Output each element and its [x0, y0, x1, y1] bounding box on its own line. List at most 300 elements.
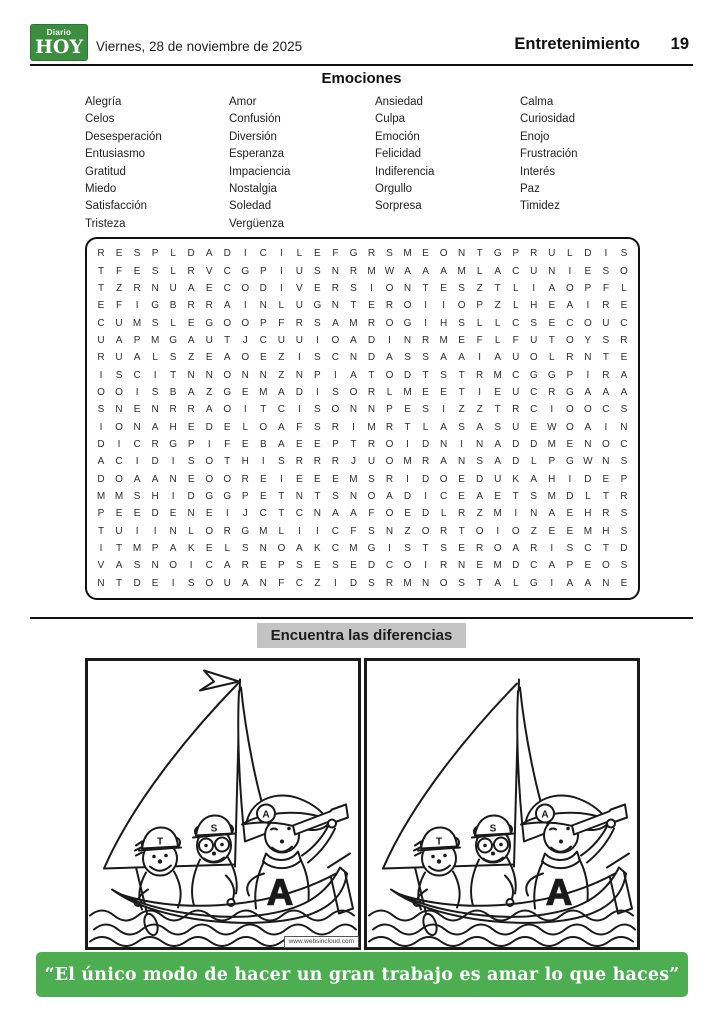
grid-letter: I — [135, 525, 139, 537]
grid-letter: T — [422, 369, 429, 381]
grid-letter: Y — [584, 334, 592, 346]
grid-letter: E — [548, 525, 556, 537]
grid-letter: R — [367, 438, 376, 450]
grid-row — [92, 401, 633, 418]
grid-letter: R — [97, 352, 105, 364]
grid-letter: Z — [206, 386, 213, 398]
grid-letter: I — [388, 543, 391, 555]
grid-letter: D — [205, 421, 213, 433]
grid-letter: S — [368, 525, 375, 537]
grid-letter: D — [367, 560, 376, 572]
grid-letter: A — [277, 438, 285, 450]
grid-letter: M — [132, 543, 142, 555]
grid-letter: G — [403, 317, 412, 329]
grid-letter: N — [349, 404, 358, 416]
grid-letter: D — [421, 473, 430, 485]
grid-letter: I — [550, 577, 554, 589]
grid-letter: E — [440, 386, 447, 398]
grid-letter: A — [494, 438, 502, 450]
grid-letter: I — [316, 334, 319, 346]
grid-letter: Z — [494, 300, 501, 312]
grid-letter: I — [406, 438, 409, 450]
grid-letter: S — [620, 508, 628, 520]
grid-letter: S — [620, 456, 628, 468]
grid-letter: I — [460, 438, 464, 450]
grid-letter: S — [151, 265, 159, 277]
grid-letter: D — [512, 438, 520, 450]
grid-letter: E — [368, 300, 375, 312]
grid-letter: O — [331, 334, 340, 346]
grid-letter: S — [314, 265, 321, 277]
grid-letter: I — [514, 508, 518, 520]
word-list-column-2 — [229, 94, 290, 233]
grid-letter: A — [350, 508, 357, 520]
grid-letter: P — [151, 543, 159, 555]
grid-letter: O — [223, 369, 232, 381]
grid-letter: R — [241, 473, 249, 485]
differences-title-wrap — [0, 623, 723, 648]
grid-letter: H — [548, 473, 556, 485]
grid-letter: A — [548, 508, 556, 520]
grid-letter: C — [295, 577, 303, 589]
grid-letter: A — [476, 421, 483, 433]
grid-letter: S — [620, 248, 628, 260]
grid-letter: O — [223, 404, 232, 416]
grid-letter: S — [151, 317, 159, 329]
grid-letter: I — [297, 352, 301, 364]
grid-letter: U — [295, 265, 303, 277]
grid-letter: C — [566, 317, 574, 329]
grid-letter: L — [422, 421, 429, 433]
grid-letter: R — [331, 421, 340, 433]
grid-letter: C — [530, 404, 538, 416]
grid-letter: I — [243, 300, 247, 312]
grid-letter: E — [494, 490, 502, 502]
grid-letter: A — [548, 282, 556, 294]
grid-letter: U — [115, 352, 123, 364]
grid-letter: I — [135, 386, 139, 398]
grid-letter: N — [458, 456, 466, 468]
grid-letter: E — [133, 508, 141, 520]
grid-letter: O — [403, 300, 412, 312]
grid-letter: N — [259, 577, 267, 589]
grid-letter: N — [259, 543, 267, 555]
grid-letter: U — [602, 317, 610, 329]
grid-row — [92, 540, 633, 557]
word-item: Entusiasmo — [85, 148, 146, 161]
grid-letter: L — [296, 248, 303, 260]
grid-letter: E — [584, 265, 592, 277]
grid-letter: G — [241, 265, 250, 277]
grid-letter: E — [115, 248, 123, 260]
grid-letter: M — [403, 248, 412, 260]
grid-letter: N — [313, 508, 321, 520]
grid-letter: C — [259, 248, 267, 260]
grid-letter: I — [478, 352, 482, 364]
logo-main-text: HOY — [34, 36, 84, 58]
grid-letter: O — [349, 386, 358, 398]
grid-letter: U — [277, 334, 285, 346]
grid-letter: U — [205, 334, 213, 346]
word-item: Amor — [229, 96, 257, 108]
grid-letter: E — [530, 421, 538, 433]
grid-letter: A — [133, 473, 141, 485]
grid-letter: C — [512, 265, 520, 277]
diff-panel-right — [364, 658, 640, 950]
grid-letter: O — [385, 317, 394, 329]
grid-letter: O — [205, 473, 214, 485]
grid-letter: S — [530, 317, 538, 329]
grid-letter: G — [241, 525, 250, 537]
grid-letter: S — [169, 352, 177, 364]
grid-letter: I — [586, 300, 590, 312]
grid-letter: S — [332, 490, 339, 502]
grid-letter: P — [277, 560, 285, 572]
sailboat-illustration-right — [367, 661, 637, 947]
grid-letter: E — [458, 543, 465, 555]
grid-letter: D — [151, 508, 159, 520]
grid-letter: T — [422, 543, 429, 555]
grid-letter: E — [422, 386, 429, 398]
grid-letter: N — [205, 369, 213, 381]
grid-letter: F — [278, 577, 285, 589]
grid-letter: A — [422, 265, 429, 277]
grid-letter: A — [548, 560, 556, 572]
grid-letter: T — [602, 352, 609, 364]
grid-letter: I — [568, 473, 572, 485]
grid-letter: R — [602, 300, 610, 312]
hat-emblem-letter: A — [262, 809, 270, 821]
grid-letter: U — [115, 525, 123, 537]
grid-row — [92, 332, 633, 349]
grid-letter: G — [151, 300, 159, 312]
grid-letter: G — [565, 456, 574, 468]
grid-letter: R — [439, 525, 448, 537]
grid-letter: S — [440, 369, 447, 381]
grid-letter: U — [295, 300, 303, 312]
grid-letter: L — [621, 282, 627, 294]
grid-letter: D — [512, 560, 520, 572]
grid-letter: N — [241, 369, 249, 381]
grid-letter: O — [223, 317, 232, 329]
grid-letter: M — [259, 525, 268, 537]
grid-letter: N — [349, 352, 358, 364]
grid-letter: T — [404, 421, 411, 433]
grid-letter: O — [205, 456, 214, 468]
word-item: Emoción — [375, 130, 420, 143]
grid-letter: J — [242, 334, 248, 346]
grid-letter: R — [620, 490, 628, 502]
grid-letter: L — [170, 248, 176, 260]
grid-letter: D — [133, 577, 141, 589]
grid-letter: H — [169, 421, 177, 433]
quote-bar — [36, 952, 688, 997]
grid-letter: V — [205, 265, 213, 277]
grid-letter: R — [385, 300, 394, 312]
grid-letter: I — [568, 265, 572, 277]
grid-letter: W — [384, 265, 395, 277]
word-item: Indiferencia — [375, 165, 435, 178]
grid-letter: A — [223, 300, 231, 312]
grid-letter: D — [367, 334, 376, 346]
grid-letter: E — [205, 282, 213, 294]
grid-letter: F — [115, 300, 123, 312]
grid-letter: N — [187, 369, 195, 381]
word-item: Orgullo — [375, 182, 413, 195]
grid-letter: C — [385, 560, 394, 572]
grid-letter: O — [457, 300, 466, 312]
grid-row — [92, 297, 633, 314]
grid-letter: F — [115, 265, 123, 277]
grid-letter: O — [205, 577, 214, 589]
grid-letter: N — [151, 282, 159, 294]
grid-letter: S — [241, 543, 249, 555]
word-list-column-4 — [520, 94, 578, 216]
grid-letter: D — [349, 577, 358, 589]
grid-letter: O — [115, 473, 123, 485]
grid-letter: V — [97, 560, 105, 572]
word-list-column-3 — [375, 94, 434, 216]
grid-letter: Z — [115, 282, 123, 294]
grid-letter: E — [169, 508, 177, 520]
grid-letter: O — [331, 404, 340, 416]
grid-letter: F — [296, 421, 303, 433]
grid-letter: O — [97, 386, 105, 398]
grid-letter: O — [223, 473, 232, 485]
grid-letter: T — [170, 369, 177, 381]
grid-letter: M — [349, 317, 358, 329]
grid-letter: E — [259, 560, 267, 572]
grid-letter: P — [133, 334, 141, 346]
grid-letter: C — [620, 317, 628, 329]
grid-letter: L — [567, 248, 573, 260]
grid-letter: O — [205, 525, 214, 537]
grid-letter: I — [279, 265, 283, 277]
grid-letter: R — [295, 317, 303, 329]
grid-letter: R — [620, 334, 628, 346]
grid-letter: A — [277, 386, 285, 398]
grid-letter: L — [278, 300, 285, 312]
grid-letter: S — [133, 490, 141, 502]
grid-letter: P — [566, 560, 574, 572]
grid-letter: T — [476, 248, 483, 260]
grid-letter: N — [421, 577, 430, 589]
grid-letter: C — [223, 265, 231, 277]
grid-row — [92, 436, 633, 453]
grid-letter: O — [565, 282, 574, 294]
grid-letter: E — [314, 560, 321, 572]
grid-letter: N — [602, 456, 610, 468]
grid-letter: S — [314, 421, 321, 433]
grid-letter: L — [476, 317, 483, 329]
cap-letter-s: S — [210, 823, 218, 835]
grid-letter: E — [566, 525, 574, 537]
grid-letter: N — [530, 508, 538, 520]
grid-letter: E — [133, 265, 141, 277]
grid-letter: H — [602, 525, 610, 537]
grid-letter: O — [385, 438, 394, 450]
grid-letter: R — [530, 543, 538, 555]
grid-letter: W — [547, 421, 557, 433]
wordsearch-title: Emociones — [321, 70, 402, 87]
grid-letter: S — [350, 282, 357, 294]
collar — [263, 852, 301, 869]
grid-letter: U — [512, 352, 520, 364]
grid-letter: T — [224, 456, 231, 468]
grid-letter: A — [386, 490, 393, 502]
word-item: Confusión — [229, 113, 281, 126]
grid-letter: E — [548, 300, 556, 312]
grid-letter: I — [279, 248, 283, 260]
grid-letter: L — [278, 525, 285, 537]
grid-letter: S — [314, 352, 321, 364]
grid-letter: I — [550, 543, 554, 555]
grid-letter: M — [259, 386, 268, 398]
grid-letter: L — [242, 421, 249, 433]
word-item: Satisfacción — [85, 200, 148, 213]
grid-letter: O — [241, 317, 250, 329]
grid-letter: I — [99, 421, 103, 433]
grid-letter: C — [223, 282, 231, 294]
grid-letter: I — [442, 404, 445, 416]
grid-letter: Z — [278, 352, 285, 364]
grid-letter: C — [115, 456, 123, 468]
grid-letter: T — [260, 404, 267, 416]
grid-row — [92, 488, 633, 505]
grid-letter: M — [367, 265, 376, 277]
grid-letter: A — [296, 543, 303, 555]
grid-letter: E — [187, 473, 195, 485]
grid-letter: O — [602, 438, 610, 450]
chest-letter: A — [267, 871, 293, 913]
word-item: Tristeza — [85, 217, 126, 230]
grid-letter: C — [133, 369, 141, 381]
grid-letter: O — [602, 560, 610, 572]
grid-letter: L — [512, 300, 519, 312]
grid-row — [92, 262, 633, 279]
grid-letter: O — [529, 352, 538, 364]
grid-letter: R — [458, 508, 466, 520]
grid-letter: M — [150, 334, 160, 346]
grid-letter: M — [367, 421, 376, 433]
diario-hoy-logo — [30, 24, 88, 61]
grid-letter: R — [133, 282, 141, 294]
grid-letter: R — [476, 369, 484, 381]
grid-letter: D — [584, 248, 592, 260]
grid-letter: M — [457, 265, 466, 277]
grid-letter: S — [151, 386, 159, 398]
grid-letter: C — [331, 525, 340, 537]
collar — [542, 852, 580, 869]
grid-letter: N — [151, 404, 159, 416]
grid-letter: K — [314, 543, 321, 555]
grid-letter: F — [512, 334, 519, 346]
wordsearch-grid — [87, 239, 638, 598]
grid-letter: E — [422, 248, 429, 260]
grid-letter: S — [115, 369, 123, 381]
grid-letter: V — [296, 282, 303, 294]
grid-letter: O — [439, 248, 448, 260]
grid-letter: N — [620, 421, 628, 433]
grid-letter: E — [494, 386, 502, 398]
grid-letter: E — [205, 352, 213, 364]
grid-letter: P — [512, 248, 520, 260]
grid-letter: P — [259, 265, 267, 277]
grid-letter: M — [547, 490, 556, 502]
diff-panel-left — [85, 658, 361, 950]
grid-letter: O — [115, 386, 123, 398]
grid-letter: G — [529, 369, 538, 381]
grid-letter: O — [169, 560, 178, 572]
grid-letter: L — [224, 543, 231, 555]
word-item: Culpa — [375, 113, 406, 126]
grid-letter: M — [349, 473, 358, 485]
grid-letter: R — [439, 560, 448, 572]
grid-letter: S — [314, 317, 321, 329]
grid-letter: A — [277, 421, 285, 433]
page-number: 19 — [670, 35, 689, 53]
grid-letter: S — [332, 560, 339, 572]
word-item: Diversión — [229, 130, 277, 143]
grid-letter: D — [512, 456, 520, 468]
grid-letter: O — [475, 525, 484, 537]
watermark: www.websincloud.com — [284, 936, 359, 948]
grid-letter: N — [385, 525, 394, 537]
grid-letter: E — [476, 560, 483, 572]
grid-letter: N — [97, 577, 105, 589]
grid-letter: E — [566, 508, 574, 520]
grid-letter: M — [439, 334, 448, 346]
grid-row — [92, 557, 633, 574]
grid-letter: S — [422, 352, 429, 364]
grid-letter: S — [530, 490, 538, 502]
differences-title: Encuentra las diferencias — [257, 623, 467, 648]
grid-row — [92, 575, 633, 592]
grid-letter: N — [295, 490, 303, 502]
grid-row — [92, 418, 633, 435]
grid-letter: L — [585, 490, 591, 502]
grid-letter: U — [223, 577, 231, 589]
grid-letter: N — [331, 300, 340, 312]
grid-letter: I — [442, 300, 445, 312]
grid-letter: L — [152, 352, 158, 364]
grid-letter: O — [583, 404, 592, 416]
grid-letter: C — [295, 508, 303, 520]
grid-letter: I — [171, 456, 175, 468]
grid-letter: S — [494, 421, 502, 433]
chest-letter: A — [546, 871, 572, 913]
grid-letter: E — [151, 577, 159, 589]
grid-letter: R — [385, 473, 394, 485]
grid-letter: S — [458, 317, 465, 329]
grid-letter: I — [153, 369, 157, 381]
grid-letter: B — [259, 438, 267, 450]
grid-letter: S — [620, 525, 628, 537]
grid-letter: S — [458, 577, 465, 589]
grid-letter: E — [241, 438, 249, 450]
grid-letter: U — [512, 386, 520, 398]
grid-letter: N — [458, 248, 466, 260]
grid-letter: F — [368, 508, 375, 520]
grid-letter: H — [584, 508, 592, 520]
grid-letter: S — [187, 456, 195, 468]
grid-letter: E — [314, 248, 321, 260]
grid-letter: O — [367, 490, 376, 502]
grid-letter: U — [97, 334, 105, 346]
grid-letter: A — [620, 386, 628, 398]
grid-letter: I — [586, 369, 590, 381]
word-item: Nostalgia — [229, 182, 277, 195]
